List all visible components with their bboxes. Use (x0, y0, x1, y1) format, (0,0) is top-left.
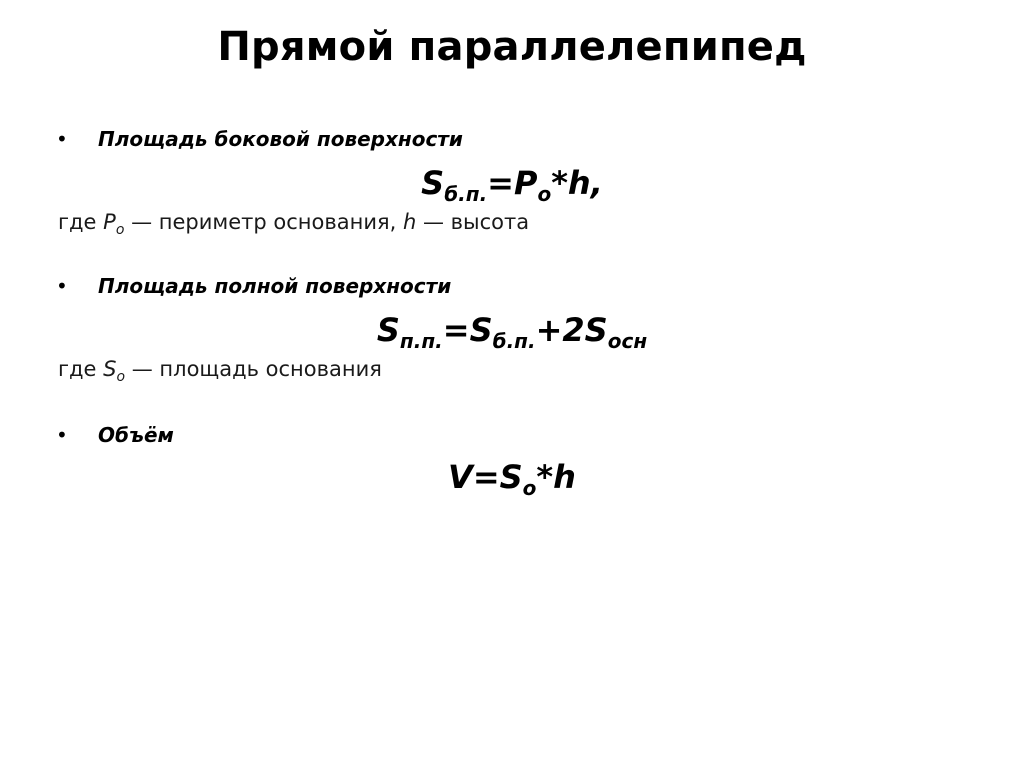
formula-symbol: S (499, 458, 523, 496)
note-symbol: S (103, 357, 117, 381)
bullet-dot: • (56, 127, 68, 151)
formula-subscript: осн (607, 329, 648, 353)
formula-symbol: S (584, 311, 608, 349)
bullet-label-lateral-surface: Площадь боковой поверхности (98, 127, 463, 151)
note-text: — периметр основания, (124, 210, 403, 234)
formula-symbol: V (448, 458, 473, 496)
bullet-label-total-surface: Площадь полной поверхности (98, 274, 452, 298)
formula-symbol: S (376, 311, 400, 349)
formula-symbol: P (513, 164, 538, 202)
formula-subscript: б.п. (444, 182, 488, 206)
formula-operator: = (487, 164, 514, 202)
formula-symbol: S (469, 311, 493, 349)
formula-subscript: o (537, 182, 552, 206)
formula-operator: +2 (535, 311, 585, 349)
formula-subscript: o (522, 476, 537, 500)
note-symbol: P (103, 210, 116, 234)
note-symbol: h (402, 210, 417, 234)
bullet-volume (56, 420, 174, 450)
bullet-total-surface (56, 271, 451, 301)
formula-volume (0, 457, 1024, 500)
note-total-surface (58, 355, 382, 383)
bullet-label-volume: Объём (98, 423, 174, 447)
formula-operator: = (472, 458, 500, 496)
formula-rest: *h (536, 458, 576, 496)
note-subscript: o (116, 369, 126, 385)
formula-rest: *h, (551, 164, 603, 202)
formula-total-surface (0, 310, 1024, 353)
note-text: — высота (416, 210, 530, 234)
slide-title: Прямой параллелепипед (217, 24, 807, 70)
bullet-dot: • (56, 423, 68, 447)
bullet-dot: • (56, 274, 68, 298)
formula-operator: = (442, 311, 470, 349)
formula-lateral-surface (0, 163, 1024, 206)
bullet-lateral-surface (56, 124, 463, 154)
formula-subscript: п.п. (399, 329, 443, 353)
formula-symbol: S (421, 164, 445, 202)
formula-subscript: б.п. (492, 329, 536, 353)
note-subscript: o (115, 222, 125, 238)
note-text: где (58, 210, 104, 234)
note-text: где (58, 357, 104, 381)
note-text: — площадь основания (125, 357, 382, 381)
note-lateral-surface (58, 208, 529, 236)
